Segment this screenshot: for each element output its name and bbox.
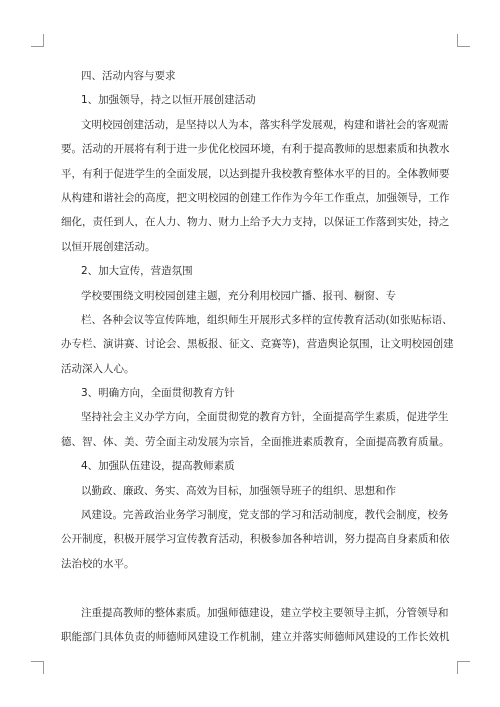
- crop-mark-bottom-left: [31, 661, 44, 674]
- crop-mark-top-left: [31, 34, 44, 47]
- text-line: 法治校的水平。: [61, 557, 135, 570]
- text-line: [61, 576, 439, 600]
- text-line: 4、加强队伍建设，提高教师素质: [81, 460, 235, 473]
- crop-mark-bottom-right: [457, 661, 470, 674]
- text-line: 2、加大宣传，营造氛围: [81, 265, 193, 278]
- text-line: 以勤政、廉政、务实、高效为目标，加强领导班子的组织、思想和作: [81, 484, 396, 497]
- text-line: 3、明确方向，全面贯彻教育方针: [81, 387, 235, 400]
- text-line: 职能部门具体负责的师德师风建设工作机制，建立并落实师德师风建设的工作长效机: [61, 630, 450, 643]
- text-line: 学校要围绕文明校园创建主题，充分利用校园广播、报刊、橱窗、专: [81, 289, 396, 302]
- text-line: 文明校园创建活动，是坚持以人为本，落实科学发展观，构建和谐社会的客观需: [81, 118, 449, 131]
- text-line: 要。活动的开展将有利于进一步优化校园环境，有利于提高教师的思想素质和执教水: [61, 143, 450, 156]
- text-line: 德、智、体、美、劳全面主动发展为宗旨，全面推进素质教育，全面提高教育质量。: [61, 435, 450, 448]
- text-line: 细化，责任到人，在人力、物力、财力上给予大力支持，以保证工作落到实处，持之: [61, 216, 450, 229]
- text-line: 1、加强领导，持之以恒开展创建活动: [81, 94, 256, 107]
- text-line: 从构建和谐社会的高度，把文明校园的创建工作作为今年工作重点，加强领导，工作: [61, 191, 450, 204]
- text-line: 注重提高教师的整体素质。加强师德建设，建立学校主要领导主抓，分管领导和: [81, 606, 449, 619]
- text-line: 风建设。完善政治业务学习制度，党支部的学习和活动制度，教代会制度，校务: [81, 509, 449, 522]
- text-line: 公开制度，积极开展学习宣传教育活动，积极参加各种培训，努力提高自身素质和依: [61, 533, 450, 546]
- text-line: 四、活动内容与要求: [81, 70, 176, 82]
- document-body: [61, 64, 454, 649]
- text-line: 办专栏、演讲赛、讨论会、黑板报、征文、竞赛等)，营造舆论氛围，让文明校园创建: [61, 338, 454, 351]
- text-line: 栏、各种会议等宣传阵地，组织师生开展形式多样的宣传教育活动(如张贴标语、: [81, 313, 453, 326]
- text-line: 平，有利于促进学生的全面发展，以达到提升我校教育整体水平的目的。全体教师要: [61, 167, 450, 180]
- text-line: 坚持社会主义办学方向，全面贯彻党的教育方针，全面提高学生素质，促进学生: [81, 411, 449, 424]
- crop-mark-top-right: [457, 34, 470, 47]
- text-line: 以恒开展创建活动。: [61, 240, 156, 253]
- text-line: 活动深入人心。: [61, 362, 135, 375]
